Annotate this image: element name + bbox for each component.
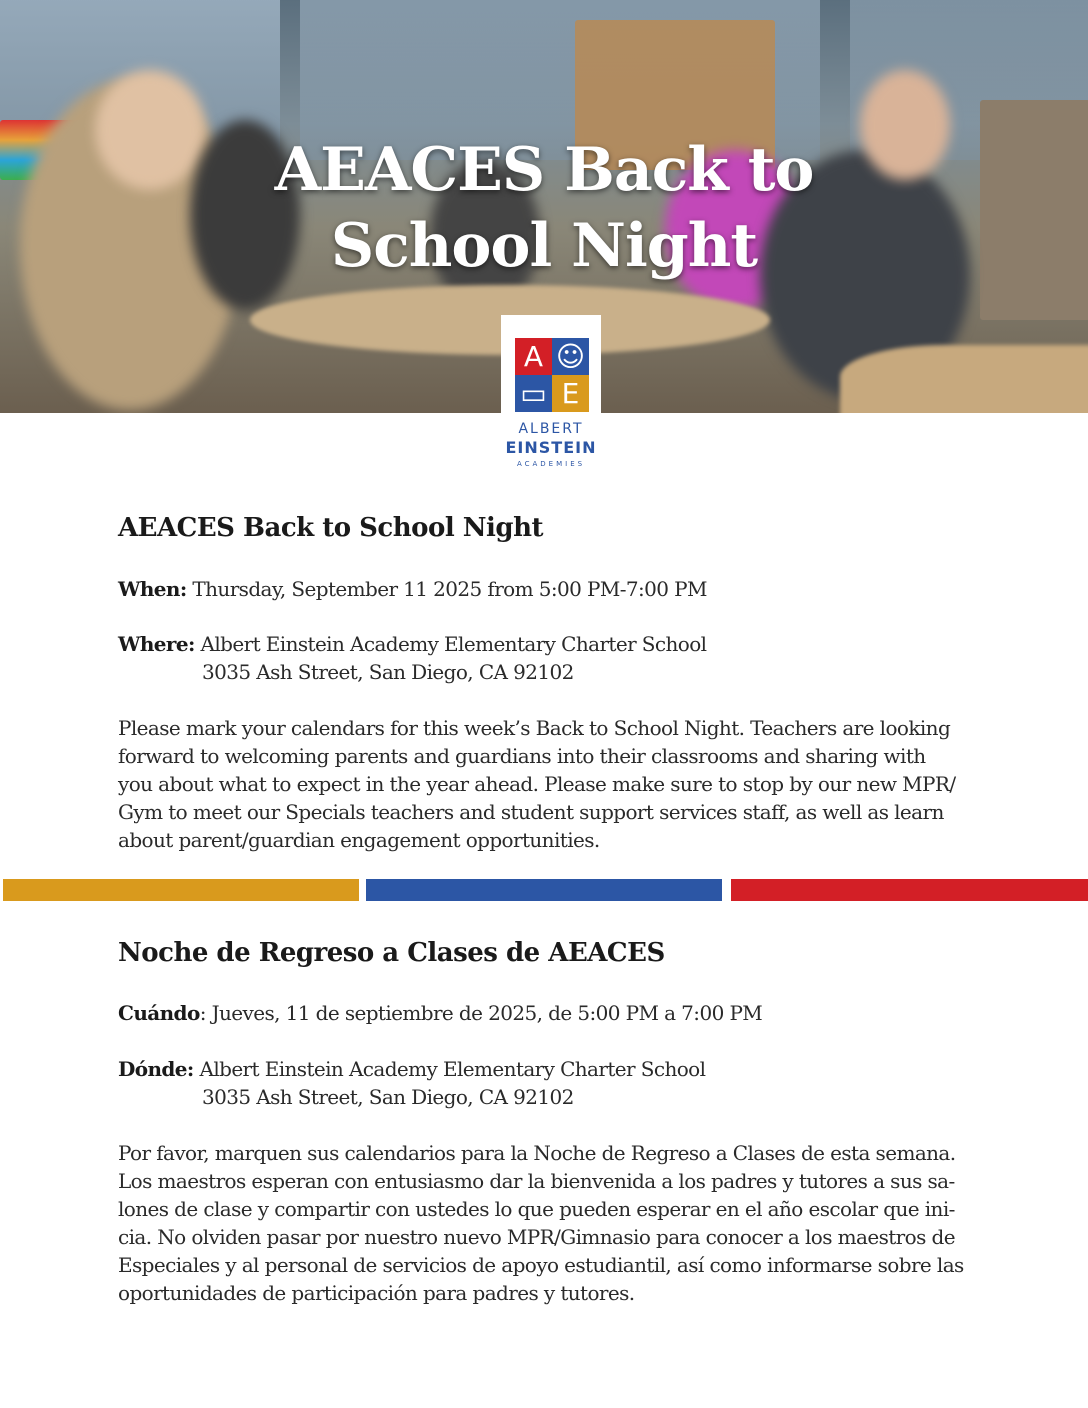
spanish-where-label: Dónde: [118, 1057, 194, 1081]
school-logo [501, 315, 601, 475]
spanish-body-line: Especiales y al personal de servicios de apoyo estudiantil, así como informarse sobre las [118, 1253, 964, 1277]
english-body-line: Please mark your calendars for this week’s Back to School Night. Teachers are looking [118, 716, 951, 740]
spanish-where-line1: Albert Einstein Academy Elementary Charter School [193, 1057, 706, 1081]
spanish-body-line: Por favor, marquen sus calendarios para la Noche de Regreso a Clases de esta semana. [118, 1141, 956, 1165]
logo-letter-a: A [515, 338, 552, 375]
english-when-label: When: [118, 577, 187, 601]
spanish-heading: Noche de Regreso a Clases de AEACES [118, 938, 665, 968]
english-where-line1: Albert Einstein Academy Elementary Charter School [194, 632, 707, 656]
logo-text-albert: ALBERT [518, 421, 584, 437]
english-body-line: you about what to expect in the year ahead. Please make sure to stop by our new MPR/ [118, 772, 956, 796]
logo-book-icon: ▭ [515, 375, 552, 412]
logo-text-einstein: EINSTEIN [505, 438, 597, 457]
spanish-section [118, 938, 1018, 968]
spanish-when-value: : Jueves, 11 de septiembre de 2025, de 5:00 PM a 7:00 PM [199, 1001, 763, 1025]
spanish-body-line: lones de clase y compartir con ustedes lo que pueden esperar en el año escolar que ini- [118, 1197, 955, 1221]
english-where-label: Where: [118, 632, 195, 656]
english-heading: AEACES Back to School Night [118, 513, 543, 543]
divider-gold [3, 879, 359, 901]
spanish-body [118, 1139, 1018, 1307]
spanish-body-line: oportunidades de participación para padres y tutores. [118, 1281, 635, 1305]
english-body-line: about parent/guardian engagement opportunities. [118, 828, 600, 852]
spanish-where [118, 1055, 1018, 1111]
divider-blue [366, 879, 722, 901]
divider-red [731, 879, 1088, 901]
spanish-when [118, 999, 1018, 1027]
english-where [118, 630, 1018, 686]
english-body-line: forward to welcoming parents and guardians into their classrooms and sharing with [118, 744, 926, 768]
english-section [118, 513, 1018, 543]
hero-title-line2: School Night [330, 211, 758, 281]
english-body-line: Gym to meet our Specials teachers and student support services staff, as well as learn [118, 800, 944, 824]
logo-text-academies: ACADEMIES [516, 460, 586, 468]
logo-letter-e: E [552, 375, 589, 412]
english-when [118, 575, 1018, 603]
english-when-value: Thursday, September 11 2025 from 5:00 PM-7:00 PM [186, 577, 707, 601]
spanish-where-line2: 3035 Ash Street, San Diego, CA 92102 [202, 1085, 574, 1109]
hero-table-right [840, 345, 1088, 413]
english-where-line2: 3035 Ash Street, San Diego, CA 92102 [202, 660, 574, 684]
spanish-body-line: Los maestros esperan con entusiasmo dar la bienvenida a los padres y tutores a sus sa- [118, 1169, 955, 1193]
english-body [118, 714, 1018, 854]
spanish-body-line: cia. No olviden pasar por nuestro nuevo MPR/Gimnasio para conocer a los maestros de [118, 1225, 955, 1249]
hero-title-line1: AEACES Back to [274, 135, 814, 205]
hero-title [0, 132, 1088, 284]
spanish-when-label: Cuándo [118, 1001, 200, 1025]
logo-grid [509, 332, 593, 416]
logo-einstein-icon: ☺ [552, 338, 589, 375]
